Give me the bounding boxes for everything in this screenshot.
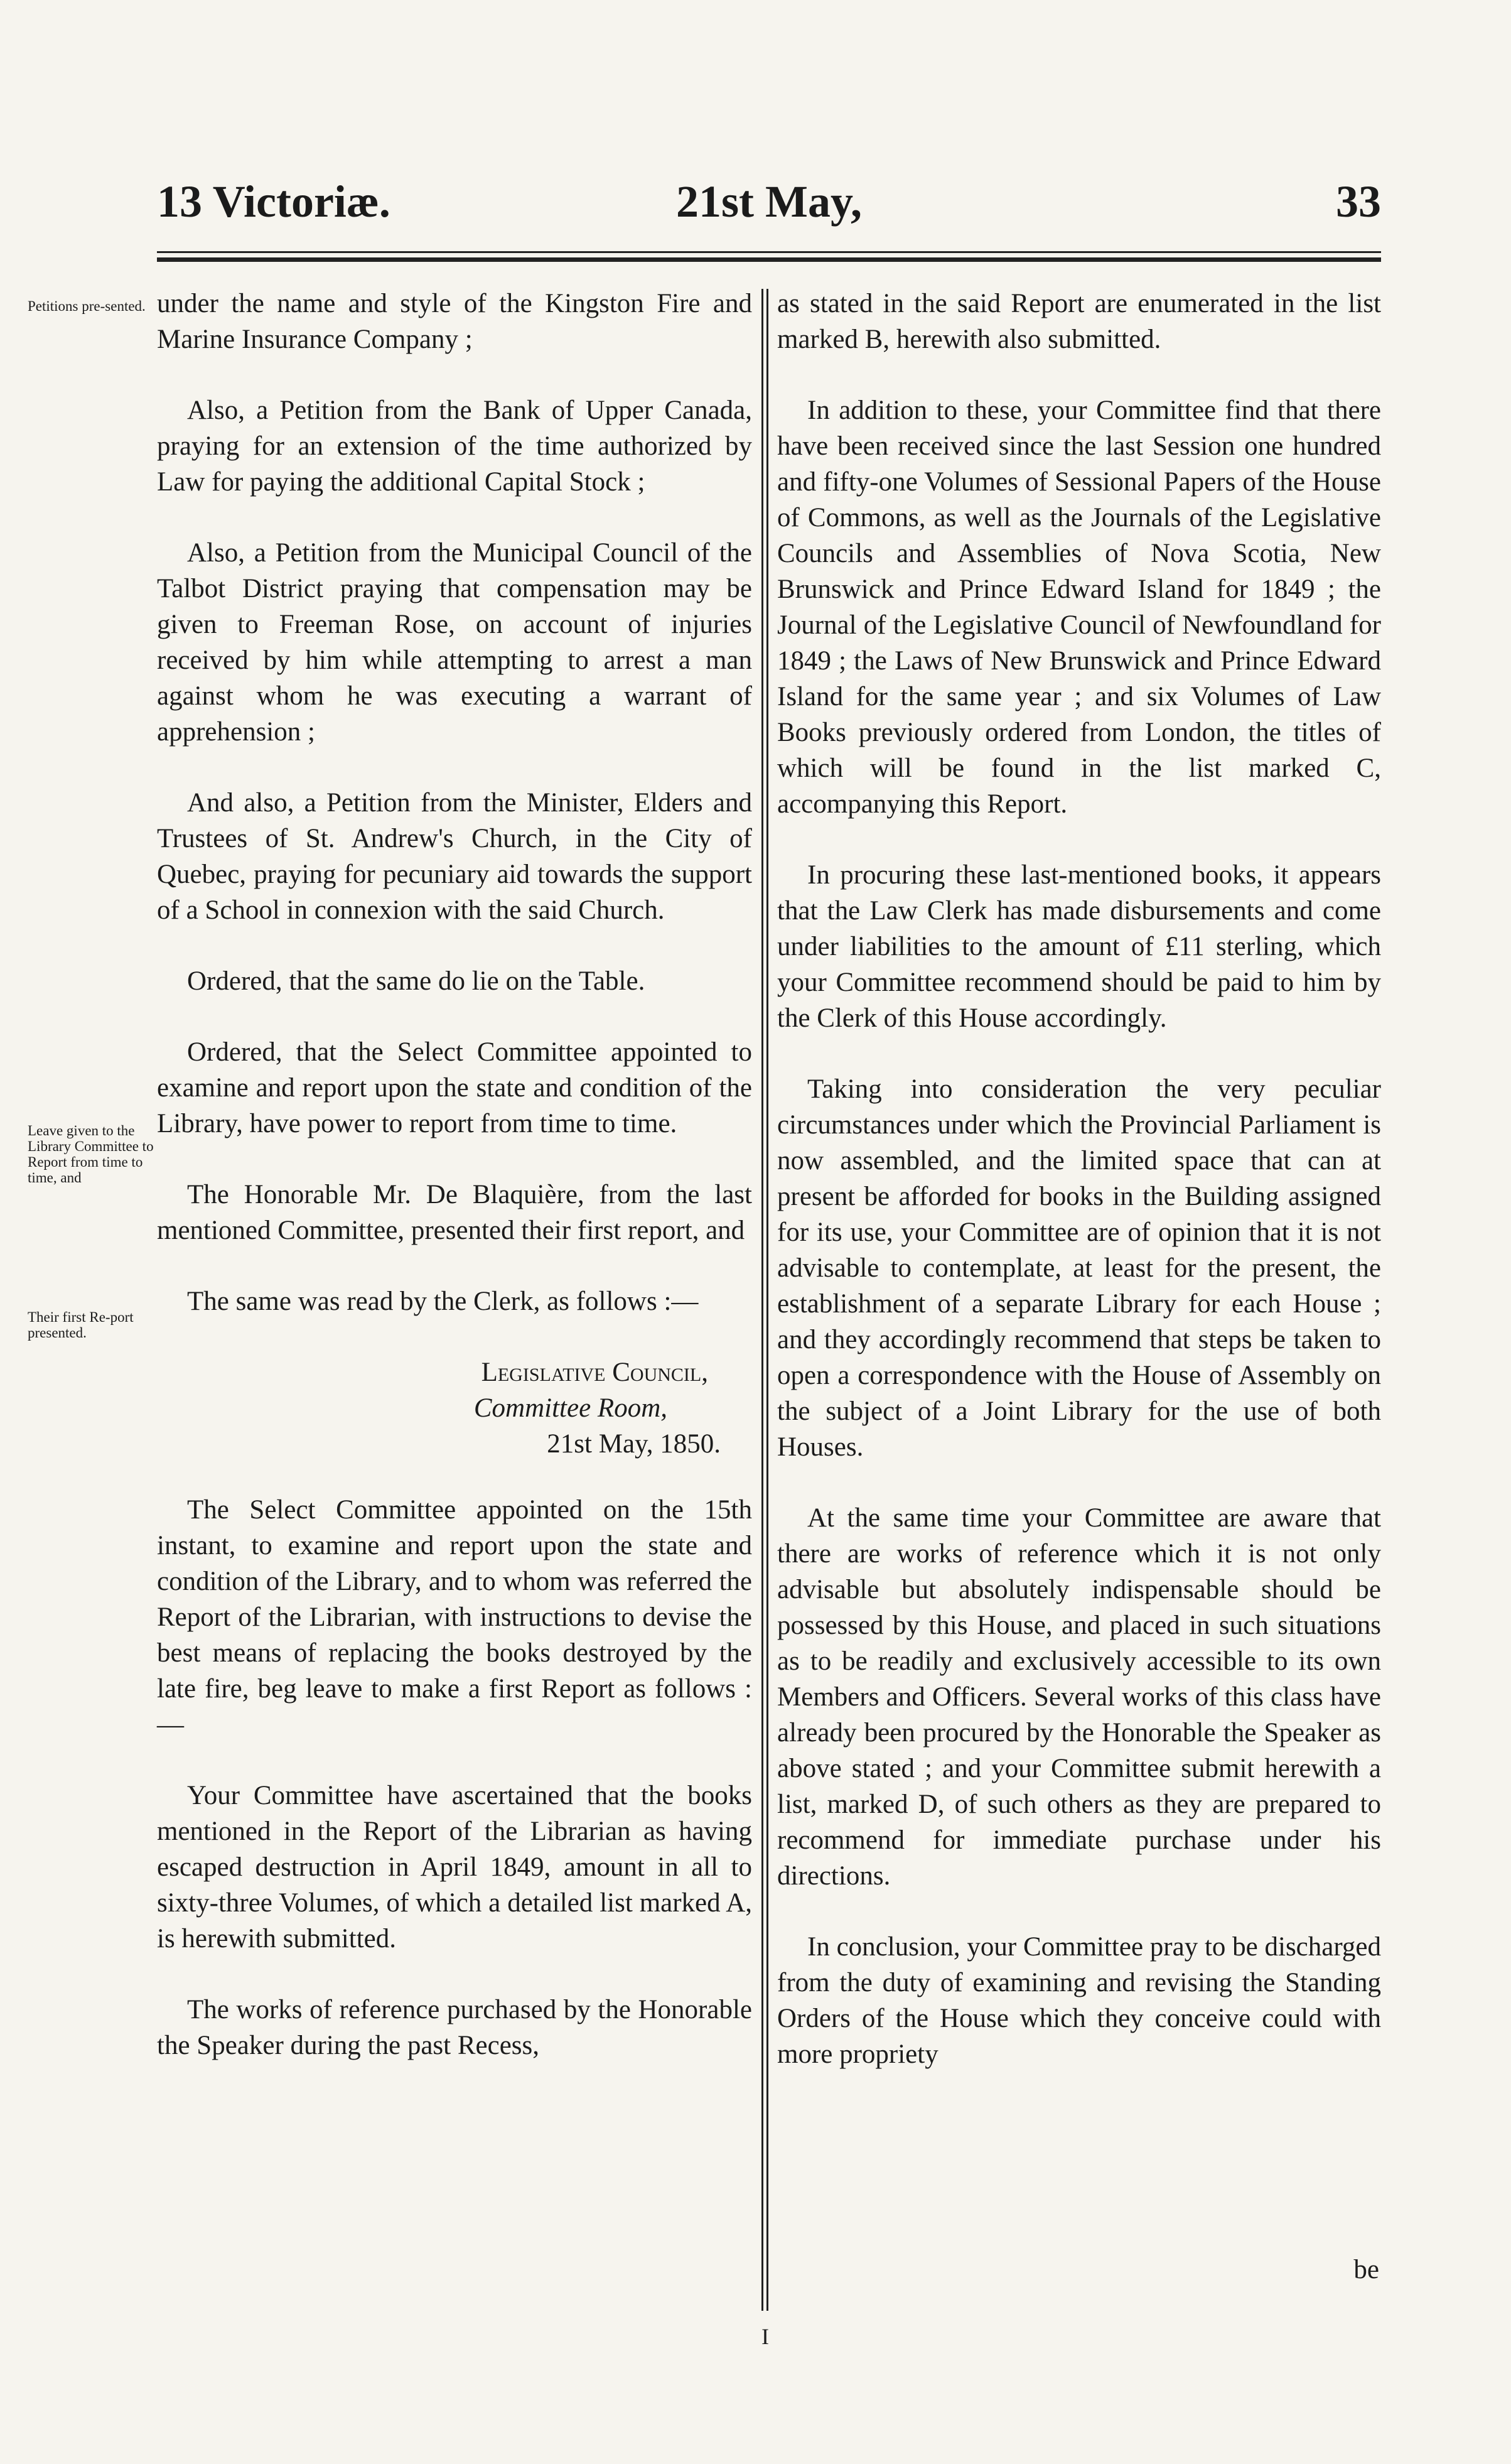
heading-room: Committee Room, xyxy=(473,1393,667,1423)
paragraph: Ordered, that the Select Committee appointed to examine and report upon the state and condition of the Library, have power to report from time to time. xyxy=(157,1037,752,1138)
paragraph: Also, a Petition from the Municipal Council of the Talbot District praying that compensation may be given to Freeman Rose, on account of injuries received by him while attempting to arrest a man against whom he was executing a warrant of apprehension ; xyxy=(157,538,752,747)
paragraph: In procuring these last-mentioned books, it appears that the Law Clerk has made disbursements and come under liabilities to the amount of £11 sterling, which your Committee recommend should be paid to him by the Clerk of this House accordingly. xyxy=(777,860,1381,1033)
page-number: 33 xyxy=(1336,176,1381,227)
paragraph: In conclusion, your Committee pray to be discharged from the duty of examining and revising the Standing Orders of the House which they conceive could with more propriety xyxy=(777,1932,1381,2069)
right-column xyxy=(777,286,1381,2072)
report-heading xyxy=(157,1354,752,1462)
paragraph: Also, a Petition from the Bank of Upper Canada, praying for an extension of the time authorized by Law for paying the additional Capital Stock ; xyxy=(157,396,752,497)
signature-mark: I xyxy=(761,2324,769,2349)
column-divider xyxy=(761,289,768,2311)
regnal-year: 13 Victoriæ. xyxy=(157,176,390,227)
heading-council: Legislative Council, xyxy=(481,1358,708,1387)
margin-note-leave-given: Leave given to the Library Committee to Report from time to time, and xyxy=(28,1123,154,1186)
paragraph: as stated in the said Report are enumerated in the list marked B, herewith also submitted. xyxy=(777,289,1381,354)
paragraph: The works of reference purchased by the Honorable the Speaker during the past Recess, xyxy=(157,1995,752,2060)
paragraph: In addition to these, your Committee find that there have been received since the last Session one hundred and fifty-one Volumes of Sessional Papers of the House of Commons, as well as the Journals of the Legislative Councils and Assemblies of Nova Scotia, New Brunswick and Prince Edward Island for 1849 ; the Journal of the Legislative Council of Newfoundland for 1849 ; the Laws of New Brunswick and Prince Edward Island for the same year ; and six Volumes of Law Books previously ordered from London, the titles of which will be found in the list marked C, accompanying this Report. xyxy=(777,396,1381,819)
heading-date: 21st May, 1850. xyxy=(547,1429,721,1459)
paragraph: Your Committee have ascertained that the books mentioned in the Report of the Librarian as having escaped destruction in April 1849, amount in all to sixty-three Volumes, of which a detailed list marked A, is herewith submitted. xyxy=(157,1781,752,1953)
margin-note-first-report: Their first Re-port presented. xyxy=(28,1309,134,1341)
paragraph: The Select Committee appointed on the 15th instant, to examine and report upon the state and condition of the Library, and to whom was referred the Report of the Librarian, with instructions to devise the best means of replacing the books destroyed by the late fire, beg leave to make a first Report as follows :— xyxy=(157,1495,752,1739)
paragraph: Ordered, that the same do lie on the Table. xyxy=(187,966,645,996)
paragraph: The Honorable Mr. De Blaquière, from the last mentioned Committee, presented their first report, and xyxy=(157,1180,752,1245)
paragraph: And also, a Petition from the Minister, Elders and Trustees of St. Andrew's Church, in the City of Quebec, praying for pecuniary aid towards the support of a School in connexion with the said Church. xyxy=(157,788,752,925)
margin-note-petitions: Petitions pre-sented. xyxy=(28,298,146,314)
left-column xyxy=(157,286,752,2063)
paragraph: under the name and style of the Kingston Fire and Marine Insurance Company ; xyxy=(157,289,752,354)
header-rule-thick xyxy=(157,257,1381,262)
paragraph: The same was read by the Clerk, as follows :— xyxy=(187,1287,699,1316)
running-header xyxy=(157,176,1381,232)
paragraph: At the same time your Committee are aware that there are works of reference which it is not only advisable but absolutely indispensable should be possessed by this House, and placed in such situations as to be readily and exclusively accessible to its own Members and Officers. Several works of this class have already been procured by the Honorable the Speaker as above stated ; and your Committee submit herewith a list, marked D, of such others as they are prepared to recommend for immediate purchase under his directions. xyxy=(777,1503,1381,1891)
header-rule-thin xyxy=(157,251,1381,253)
header-date: 21st May, xyxy=(676,176,862,227)
paragraph: Taking into consideration the very peculiar circumstances under which the Provincial Parliament is now assembled, and the limited space that can at present be afforded for books in the Building assigned for its use, your Committee are of opinion that it is not advisable to contemplate, at least for the present, the establishment of a separate Library for each House ; and they accordingly recommend that steps be taken to open a correspondence with the House of Assembly on the subject of a Joint Library for the use of both Houses. xyxy=(777,1074,1381,1462)
catchword: be xyxy=(1353,2255,1379,2284)
